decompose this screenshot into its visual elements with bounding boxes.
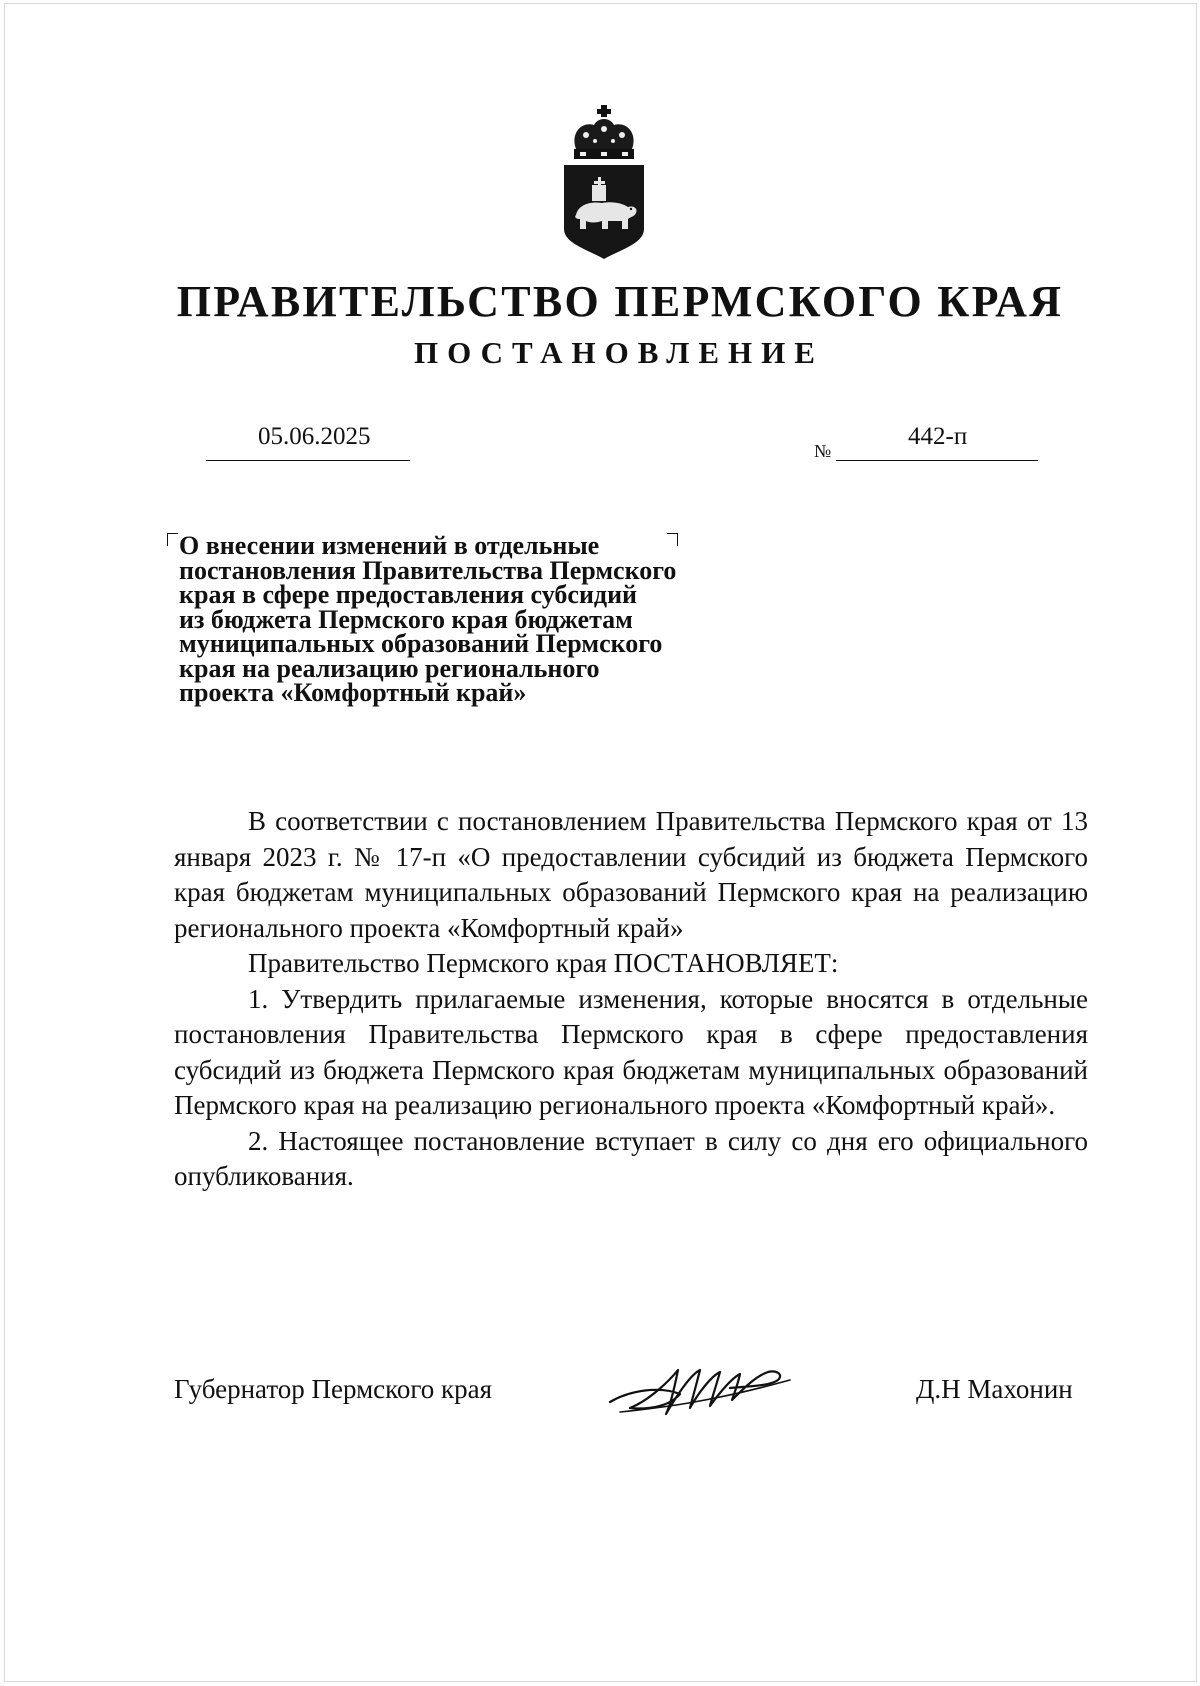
subject-line: О внесении изменений в отдельные xyxy=(179,531,600,560)
document-type-title: ПОСТАНОВЛЕНИЕ xyxy=(414,335,824,370)
subject-line: края на реализацию регионального xyxy=(179,653,600,683)
subject-line: проекта «Комфортный край» xyxy=(179,678,527,707)
subject-line: края в сфере предоставления субсидий xyxy=(179,580,638,609)
body-paragraph-resolves: Правительство Пермского края ПОСТАНОВЛЯЕТ: xyxy=(248,948,839,978)
subject-line: муниципальных образований Пермского xyxy=(179,629,663,658)
body-paragraph-preamble: В соответствии с постановлением Правительства Пермского края от 13 января 2023 г. № 17-п «О предоставлении субсидий из бюджета Пермского края бюджетам муниципальных образований Пермского края на реализацию регионального проекта «Комфортный край» xyxy=(174,806,1088,943)
subject-line: из бюджета Пермского края бюджетам xyxy=(179,604,633,634)
subject-line: постановления Правительства Пермского xyxy=(179,555,677,585)
signatory-position: Губернатор Пермского края xyxy=(174,1374,493,1404)
document-number: 442-п xyxy=(908,423,968,450)
organization-title: ПРАВИТЕЛЬСТВО ПЕРМСКОГО КРАЯ xyxy=(176,277,1064,326)
body-paragraph-item-1: 1. Утвердить прилагаемые изменения, которые вносятся в отдельные постановления Правительства Пермского края в сфере предоставления субсидий из бюджета Пермского края бюджетам муниципальных образований Пермского края на реализацию регионального проекта «Комфортный край». xyxy=(174,983,1088,1120)
subject-bracket-left xyxy=(167,533,178,546)
number-field xyxy=(836,420,1038,461)
body-paragraph-item-2: 2. Настоящее постановление вступает в силу со дня его официального опубликования. xyxy=(174,1125,1088,1191)
signatory-name: Д.Н Махонин xyxy=(916,1374,1073,1404)
document-body xyxy=(174,804,1088,1195)
document-date: 05.06.2025 xyxy=(258,423,371,450)
date-field xyxy=(206,420,410,461)
number-sign: № xyxy=(814,441,832,461)
coat-of-arms-emblem xyxy=(556,105,652,259)
handwritten-signature xyxy=(600,1350,800,1430)
document-subject xyxy=(179,531,739,707)
